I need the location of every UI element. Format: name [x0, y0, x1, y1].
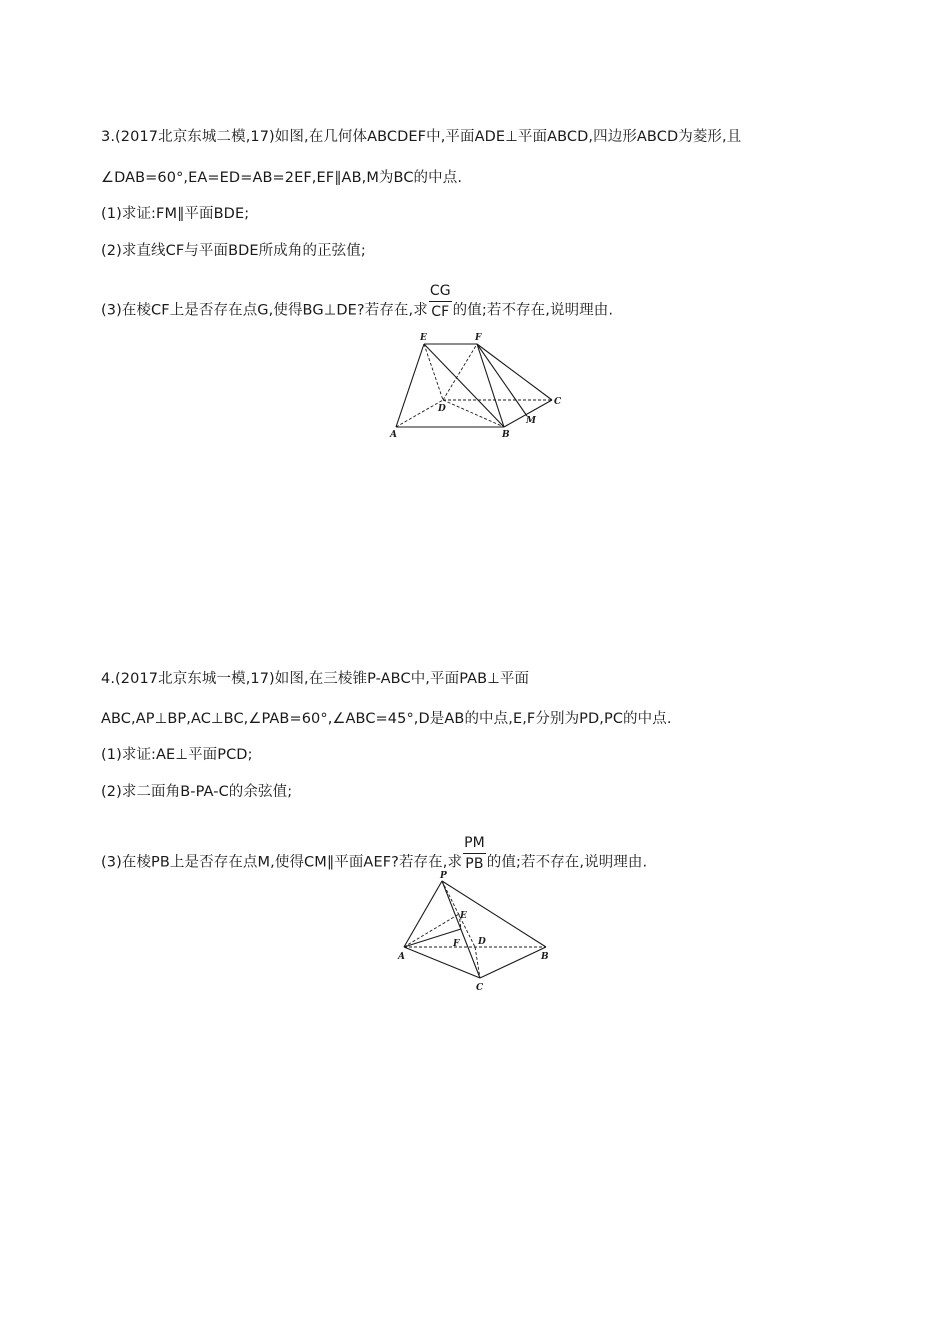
q3-text-after: 的值;若不存在,说明理由.	[452, 302, 614, 319]
label-C: C	[476, 983, 484, 993]
label-C: C	[554, 397, 562, 407]
q3-text-after: 的值;若不存在,说明理由.	[486, 854, 648, 871]
label-P: P	[440, 871, 447, 881]
label-A: A	[398, 952, 405, 962]
label-B: B	[541, 952, 549, 962]
problem-4-question-3	[101, 835, 648, 882]
problem-3-statement-line-2: ∠DAB=60°,EA=ED=AB=2EF,EF∥AB,M为BC的中点.	[101, 170, 463, 186]
label-F: F	[475, 333, 482, 343]
fraction-cg-over-cf	[429, 282, 452, 321]
label-M: M	[526, 416, 536, 426]
label-E: E	[420, 333, 427, 343]
problem-4-statement-line-1: 4.(2017北京东城一模,17)如图,在三棱锥P-ABC中,平面PAB⊥平面	[101, 671, 530, 687]
figure-polyhedron-abcdef	[380, 325, 580, 450]
q3-text-before: (3)在棱CF上是否存在点G,使得BG⊥DE?若存在,求	[101, 302, 428, 319]
q3-text-before: (3)在棱PB上是否存在点M,使得CM∥平面AEF?若存在,求	[101, 854, 463, 871]
figure-tetrahedron-pabc	[390, 868, 565, 993]
fraction-numerator: CG	[429, 282, 452, 302]
label-B: B	[502, 430, 510, 440]
label-E: E	[460, 911, 467, 921]
fraction-numerator: PM	[463, 834, 486, 854]
problem-4-statement-line-2: ABC,AP⊥BP,AC⊥BC,∠PAB=60°,∠ABC=45°,D是AB的中点,E,F分别为PD,PC的中点.	[101, 711, 672, 727]
fraction-denominator: CF	[431, 304, 450, 320]
label-D: D	[478, 937, 486, 947]
label-A: A	[390, 430, 397, 440]
problem-3-question-1: (1)求证:FM∥平面BDE;	[101, 206, 250, 222]
problem-3-question-2: (2)求直线CF与平面BDE所成角的正弦值;	[101, 243, 366, 259]
problem-3-statement-line-1: 3.(2017北京东城二模,17)如图,在几何体ABCDEF中,平面ADE⊥平面ABCD,四边形ABCD为菱形,且	[101, 129, 742, 145]
label-D: D	[438, 404, 446, 414]
problem-4-question-1: (1)求证:AE⊥平面PCD;	[101, 747, 253, 763]
label-F: F	[453, 939, 460, 949]
fraction-denominator: PB	[465, 856, 484, 872]
problem-4-question-2: (2)求二面角B-PA-C的余弦值;	[101, 784, 293, 800]
